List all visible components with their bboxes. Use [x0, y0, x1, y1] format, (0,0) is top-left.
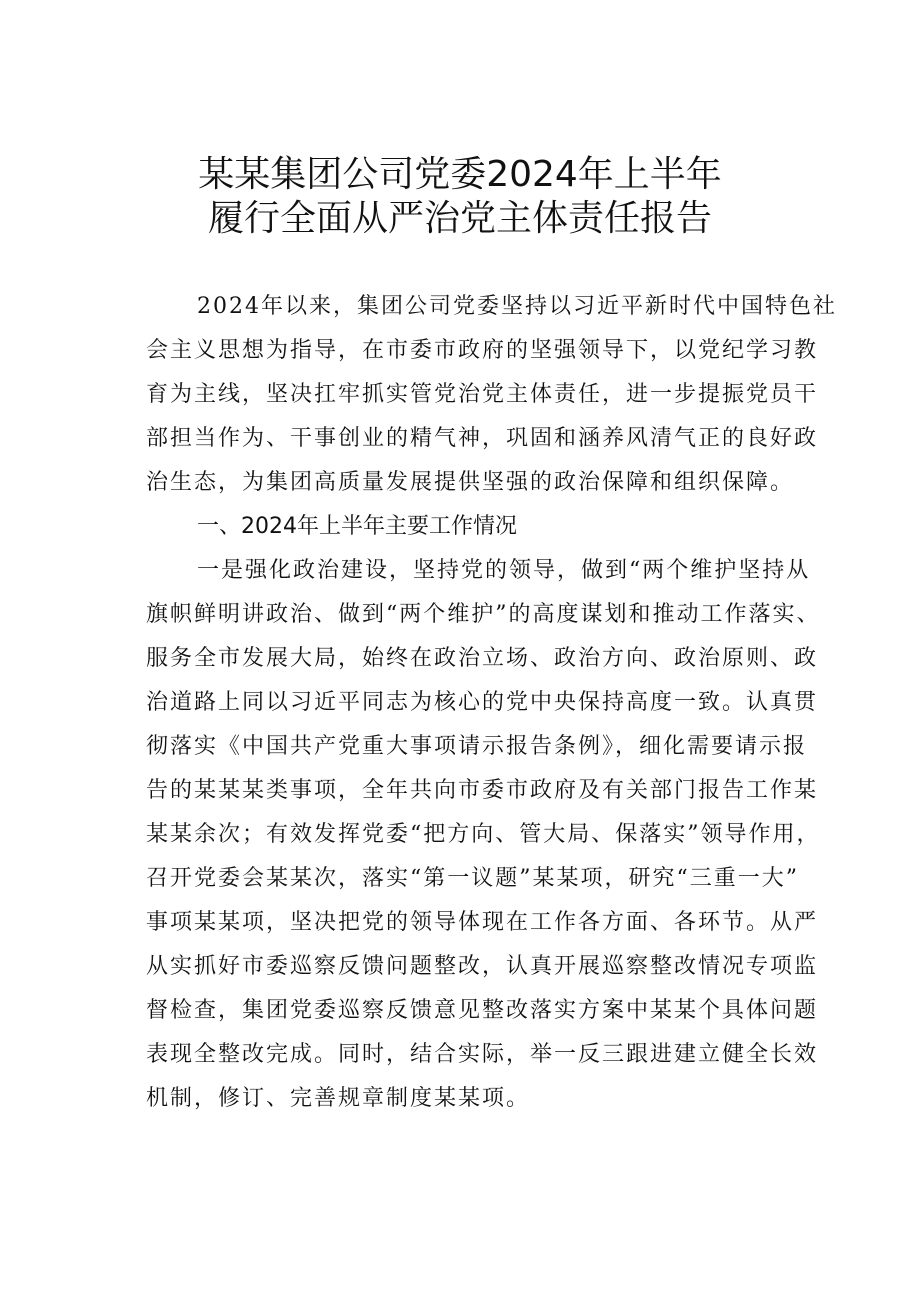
intro-line-1: 2024年以来，集团公司党委坚持以习近平新时代中国特色社	[197, 294, 837, 319]
body-line-11: 督检查，集团党委巡察反馈意见整改落实方案中某某个具体问题	[146, 998, 819, 1023]
body-line-13: 机制，修订、完善规章制度某某项。	[146, 1086, 531, 1111]
intro-line-3: 育为主线，坚决扛牢抓实管党治党主体责任，进一步提振党员干	[146, 382, 819, 407]
body-line-4: 治道路上同以习近平同志为核心的党中央保持高度一致。认真贯	[146, 690, 819, 715]
body-line-7: 某某余次；有效发挥党委“把方向、管大局、保落实”领导作用，	[146, 822, 821, 847]
body-line-6: 告的某某某类事项，全年共向市委市政府及有关部门报告工作某	[146, 778, 819, 803]
body-line-12: 表现全整改完成。同时，结合实际，举一反三跟进建立健全长效	[146, 1042, 819, 1067]
body-line-3: 服务全市发展大局，始终在政治立场、政治方向、政治原则、政	[146, 646, 819, 671]
body-line-10: 从实抓好市委巡察反馈问题整改，认真开展巡察整改情况专项监	[146, 954, 819, 979]
body-line-9: 事项某某项，坚决把党的领导体现在工作各方面、各环节。从严	[146, 910, 819, 935]
report-title-line-2: 履行全面从严治党主体责任报告	[207, 198, 712, 239]
body-line-5: 彻落实《中国共产党重大事项请示报告条例》，细化需要请示报	[146, 734, 808, 759]
body-line-8: 召开党委会某某次，落实“第一议题”某某项，研究“三重一大”	[146, 866, 799, 891]
body-line-1: 一是强化政治建设，坚持党的领导，做到“两个维护坚持从	[197, 558, 811, 583]
section-heading: 一、2024年上半年主要工作情况	[197, 514, 517, 539]
body-line-2: 旗帜鲜明讲政治、做到“两个维护”的高度谋划和推动工作落实、	[146, 602, 821, 627]
intro-line-4: 部担当作为、干事创业的精气神，巩固和涵养风清气正的良好政	[146, 426, 819, 451]
intro-line-2: 会主义思想为指导，在市委市政府的坚强领导下，以党纪学习教	[146, 338, 819, 363]
intro-line-5: 治生态，为集团高质量发展提供坚强的政治保障和组织保障。	[146, 470, 795, 495]
report-title-line-1: 某某集团公司党委2024年上半年	[198, 154, 722, 195]
